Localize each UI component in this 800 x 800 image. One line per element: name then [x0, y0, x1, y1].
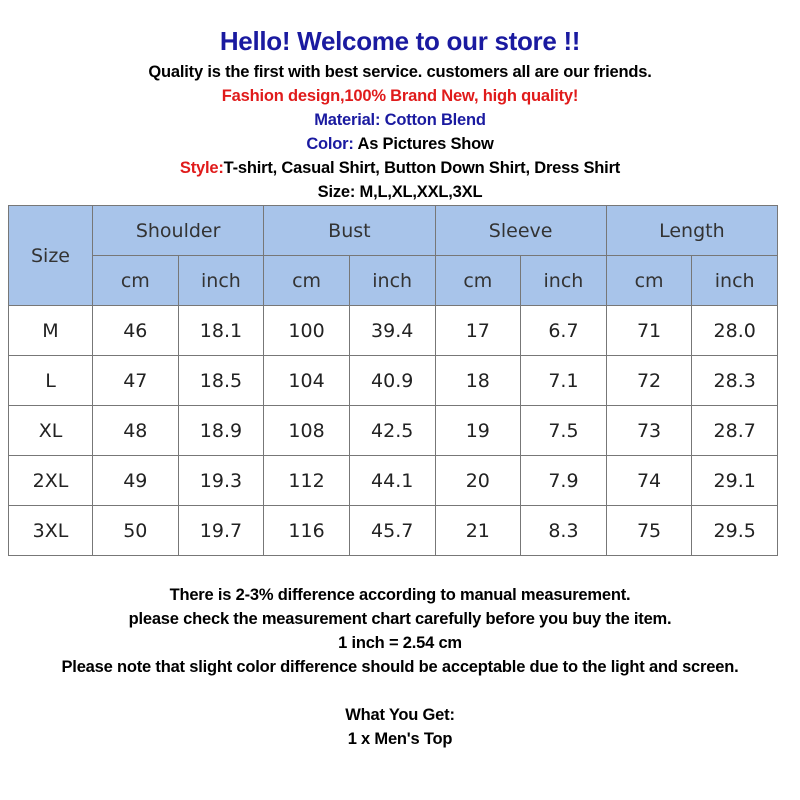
unit-header: inch	[521, 256, 607, 306]
table-header-row	[9, 206, 778, 256]
table-cell: 73	[606, 406, 692, 456]
group-header-bust: Bust	[264, 206, 435, 256]
table-cell: 46	[93, 306, 179, 356]
unit-header: cm	[606, 256, 692, 306]
table-cell: 50	[93, 506, 179, 556]
package-item: 1 x Men's Top	[347, 730, 453, 748]
table-cell: 18.5	[178, 356, 264, 406]
unit-header: cm	[264, 256, 350, 306]
table-cell: 116	[264, 506, 350, 556]
table-cell: 7.5	[521, 406, 607, 456]
table-cell: 71	[606, 306, 692, 356]
table-row	[9, 306, 778, 356]
what-you-get-label: What You Get:	[345, 706, 455, 724]
table-unit-row	[9, 256, 778, 306]
conversion-note: 1 inch = 2.54 cm	[338, 634, 462, 652]
table-cell: 18	[435, 356, 521, 406]
table-cell: 19.7	[178, 506, 264, 556]
size-cell: 2XL	[9, 456, 93, 506]
table-cell: 28.3	[692, 356, 778, 406]
material-text: Material: Cotton Blend	[314, 111, 486, 129]
size-header: Size	[9, 206, 93, 306]
style-label: Style:	[179, 159, 224, 177]
color-difference-note: Please note that slight color difference should be acceptable due to the light and screen.	[61, 658, 739, 676]
unit-header: cm	[93, 256, 179, 306]
table-row	[9, 356, 778, 406]
table-cell: 40.9	[349, 356, 435, 406]
color-line	[0, 132, 800, 156]
unit-header: inch	[692, 256, 778, 306]
table-cell: 39.4	[349, 306, 435, 356]
sizes-text: Size: M,L,XL,XXL,3XL	[317, 183, 483, 201]
color-label: Color:	[306, 135, 354, 153]
table-cell: 7.9	[521, 456, 607, 506]
table-cell: 17	[435, 306, 521, 356]
table-cell: 18.9	[178, 406, 264, 456]
size-chart-table	[8, 205, 778, 556]
size-cell: L	[9, 356, 93, 406]
group-header-sleeve: Sleeve	[435, 206, 606, 256]
table-cell: 48	[93, 406, 179, 456]
unit-header: cm	[435, 256, 521, 306]
table-cell: 8.3	[521, 506, 607, 556]
table-row	[9, 406, 778, 456]
table-cell: 49	[93, 456, 179, 506]
color-value: As Pictures Show	[353, 135, 494, 153]
table-cell: 28.0	[692, 306, 778, 356]
table-cell: 100	[264, 306, 350, 356]
table-cell: 45.7	[349, 506, 435, 556]
table-cell: 29.1	[692, 456, 778, 506]
footer-block	[0, 583, 800, 751]
size-cell: 3XL	[9, 506, 93, 556]
table-cell: 72	[606, 356, 692, 406]
table-cell: 44.1	[349, 456, 435, 506]
table-cell: 19	[435, 406, 521, 456]
table-cell: 28.7	[692, 406, 778, 456]
table-cell: 42.5	[349, 406, 435, 456]
table-cell: 112	[264, 456, 350, 506]
table-cell: 75	[606, 506, 692, 556]
table-cell: 18.1	[178, 306, 264, 356]
table-cell: 108	[264, 406, 350, 456]
table-cell: 20	[435, 456, 521, 506]
style-value: T-shirt, Casual Shirt, Button Down Shirt, Dress Shirt	[223, 159, 621, 177]
spacer	[0, 679, 800, 703]
tagline-fashion: Fashion design,100% Brand New, high quality!	[221, 87, 579, 105]
size-cell: M	[9, 306, 93, 356]
page-title: Hello! Welcome to our store !!	[219, 26, 581, 56]
unit-header: inch	[178, 256, 264, 306]
tagline-quality: Quality is the first with best service. customers all are our friends.	[148, 63, 652, 81]
table-cell: 6.7	[521, 306, 607, 356]
table-row	[9, 456, 778, 506]
table-cell: 29.5	[692, 506, 778, 556]
unit-header: inch	[349, 256, 435, 306]
measurement-note: There is 2-3% difference according to manual measurement.	[169, 586, 631, 604]
table-cell: 74	[606, 456, 692, 506]
check-chart-note: please check the measurement chart carefully before you buy the item.	[128, 610, 672, 628]
table-cell: 47	[93, 356, 179, 406]
table-row	[9, 506, 778, 556]
group-header-length: Length	[606, 206, 777, 256]
table-cell: 7.1	[521, 356, 607, 406]
table-cell: 19.3	[178, 456, 264, 506]
group-header-shoulder: Shoulder	[93, 206, 264, 256]
style-line	[0, 156, 800, 180]
table-cell: 104	[264, 356, 350, 406]
size-cell: XL	[9, 406, 93, 456]
header-block	[0, 22, 800, 204]
table-cell: 21	[435, 506, 521, 556]
